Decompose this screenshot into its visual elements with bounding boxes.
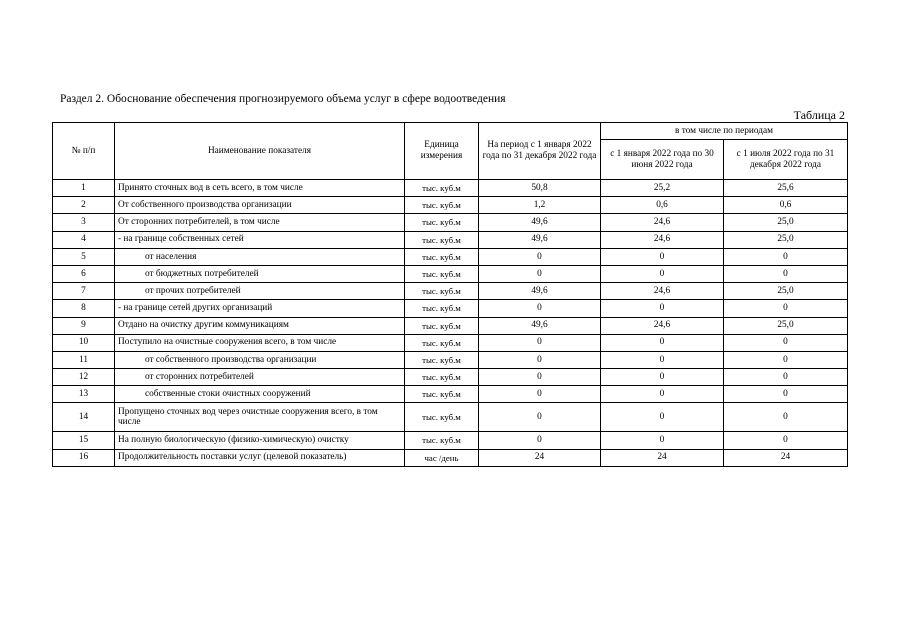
row-first-half-value: 0: [601, 334, 724, 351]
header-num: № п/п: [53, 123, 115, 180]
table-row: [53, 369, 848, 386]
row-second-half-value: 0,6: [724, 197, 848, 214]
row-number: 15: [53, 432, 115, 449]
row-first-half-value: 0,6: [601, 197, 724, 214]
row-total-value: 0: [479, 334, 601, 351]
table-row: [53, 317, 848, 334]
row-second-half-value: 0: [724, 386, 848, 403]
table-row: [53, 300, 848, 317]
row-first-half-value: 24,6: [601, 214, 724, 231]
table-row: [53, 248, 848, 265]
row-unit: тыс. куб.м: [405, 283, 479, 300]
row-total-value: 49,6: [479, 231, 601, 248]
row-second-half-value: 24: [724, 449, 848, 466]
row-unit: тыс. куб.м: [405, 403, 479, 432]
row-number: 7: [53, 283, 115, 300]
table-row: [53, 214, 848, 231]
row-indicator-name: от сторонних потребителей: [115, 369, 405, 386]
row-total-value: 0: [479, 386, 601, 403]
row-unit: тыс. куб.м: [405, 214, 479, 231]
table-row: [53, 283, 848, 300]
row-number: 10: [53, 334, 115, 351]
row-indicator-name: от бюджетных потребителей: [115, 265, 405, 282]
table-row: [53, 432, 848, 449]
row-first-half-value: 0: [601, 351, 724, 368]
row-total-value: 24: [479, 449, 601, 466]
row-total-value: 49,6: [479, 317, 601, 334]
row-second-half-value: 0: [724, 403, 848, 432]
row-total-value: 1,2: [479, 197, 601, 214]
row-number: 9: [53, 317, 115, 334]
row-number: 12: [53, 369, 115, 386]
header-subperiods-group: в том числе по периодам: [601, 123, 848, 140]
row-indicator-name: от прочих потребителей: [115, 283, 405, 300]
row-unit: тыс. куб.м: [405, 197, 479, 214]
table-row: [53, 197, 848, 214]
row-number: 4: [53, 231, 115, 248]
row-number: 13: [53, 386, 115, 403]
row-number: 6: [53, 265, 115, 282]
row-second-half-value: 0: [724, 248, 848, 265]
row-indicator-name: собственные стоки очистных сооружений: [115, 386, 405, 403]
table-row: [53, 449, 848, 466]
table-row: [53, 386, 848, 403]
row-total-value: 0: [479, 369, 601, 386]
row-second-half-value: 25,0: [724, 231, 848, 248]
row-unit: тыс. куб.м: [405, 317, 479, 334]
row-indicator-name: Отдано на очистку другим коммуникациям: [115, 317, 405, 334]
row-unit: тыс. куб.м: [405, 180, 479, 197]
table-number: Таблица 2: [793, 108, 845, 122]
row-number: 16: [53, 449, 115, 466]
row-indicator-name: - на границе собственных сетей: [115, 231, 405, 248]
row-first-half-value: 0: [601, 248, 724, 265]
table-row: [53, 351, 848, 368]
row-first-half-value: 0: [601, 432, 724, 449]
row-first-half-value: 24,6: [601, 317, 724, 334]
table-row: [53, 231, 848, 248]
header-period: На период с 1 января 2022 года по 31 декабря 2022 года: [479, 123, 601, 180]
row-second-half-value: 0: [724, 432, 848, 449]
row-number: 8: [53, 300, 115, 317]
row-indicator-name: На полную биологическую (физико-химическую) очистку: [115, 432, 405, 449]
row-second-half-value: 25,0: [724, 283, 848, 300]
table-body: [53, 180, 848, 467]
row-total-value: 0: [479, 265, 601, 282]
table-row: [53, 180, 848, 197]
header-second-half: с 1 июля 2022 года по 31 декабря 2022 года: [724, 140, 848, 180]
row-number: 1: [53, 180, 115, 197]
table-row: [53, 334, 848, 351]
row-second-half-value: 0: [724, 300, 848, 317]
row-unit: тыс. куб.м: [405, 432, 479, 449]
header-name: Наименование показателя: [115, 123, 405, 180]
row-first-half-value: 0: [601, 265, 724, 282]
row-total-value: 49,6: [479, 214, 601, 231]
row-total-value: 0: [479, 403, 601, 432]
row-second-half-value: 0: [724, 351, 848, 368]
indicators-table: [52, 122, 848, 467]
row-number: 3: [53, 214, 115, 231]
row-indicator-name: Пропущено сточных вод через очистные сооружения всего, в том числе: [115, 403, 405, 432]
row-total-value: 50,8: [479, 180, 601, 197]
row-indicator-name: Продолжительность поставки услуг (целевой показатель): [115, 449, 405, 466]
row-first-half-value: 0: [601, 403, 724, 432]
row-first-half-value: 25,2: [601, 180, 724, 197]
row-total-value: 0: [479, 300, 601, 317]
row-number: 2: [53, 197, 115, 214]
row-total-value: 0: [479, 248, 601, 265]
row-unit: тыс. куб.м: [405, 300, 479, 317]
row-number: 5: [53, 248, 115, 265]
row-unit: тыс. куб.м: [405, 334, 479, 351]
row-total-value: 0: [479, 351, 601, 368]
row-indicator-name: От собственного производства организации: [115, 197, 405, 214]
row-first-half-value: 0: [601, 369, 724, 386]
row-unit: тыс. куб.м: [405, 386, 479, 403]
row-indicator-name: Принято сточных вод в сеть всего, в том числе: [115, 180, 405, 197]
row-second-half-value: 0: [724, 369, 848, 386]
row-unit: тыс. куб.м: [405, 369, 479, 386]
row-first-half-value: 0: [601, 386, 724, 403]
row-second-half-value: 0: [724, 334, 848, 351]
table-row: [53, 265, 848, 282]
section-title: Раздел 2. Обоснование обеспечения прогнозируемого объема услуг в сфере водоотведения: [60, 93, 506, 105]
row-unit: час /день: [405, 449, 479, 466]
row-indicator-name: - на границе сетей других организаций: [115, 300, 405, 317]
row-second-half-value: 25,0: [724, 317, 848, 334]
header-first-half: с 1 января 2022 года по 30 июня 2022 года: [601, 140, 724, 180]
row-unit: тыс. куб.м: [405, 231, 479, 248]
row-first-half-value: 0: [601, 300, 724, 317]
row-first-half-value: 24: [601, 449, 724, 466]
row-indicator-name: От сторонних потребителей, в том числе: [115, 214, 405, 231]
table-row: [53, 403, 848, 432]
row-indicator-name: от населения: [115, 248, 405, 265]
row-first-half-value: 24,6: [601, 283, 724, 300]
header-unit: Единица измерения: [405, 123, 479, 180]
row-first-half-value: 24,6: [601, 231, 724, 248]
row-number: 11: [53, 351, 115, 368]
row-total-value: 49,6: [479, 283, 601, 300]
row-total-value: 0: [479, 432, 601, 449]
row-second-half-value: 25,6: [724, 180, 848, 197]
row-indicator-name: Поступило на очистные сооружения всего, в том числе: [115, 334, 405, 351]
row-indicator-name: от собственного производства организации: [115, 351, 405, 368]
row-second-half-value: 25,0: [724, 214, 848, 231]
row-number: 14: [53, 403, 115, 432]
row-unit: тыс. куб.м: [405, 265, 479, 282]
row-unit: тыс. куб.м: [405, 351, 479, 368]
row-unit: тыс. куб.м: [405, 248, 479, 265]
row-second-half-value: 0: [724, 265, 848, 282]
